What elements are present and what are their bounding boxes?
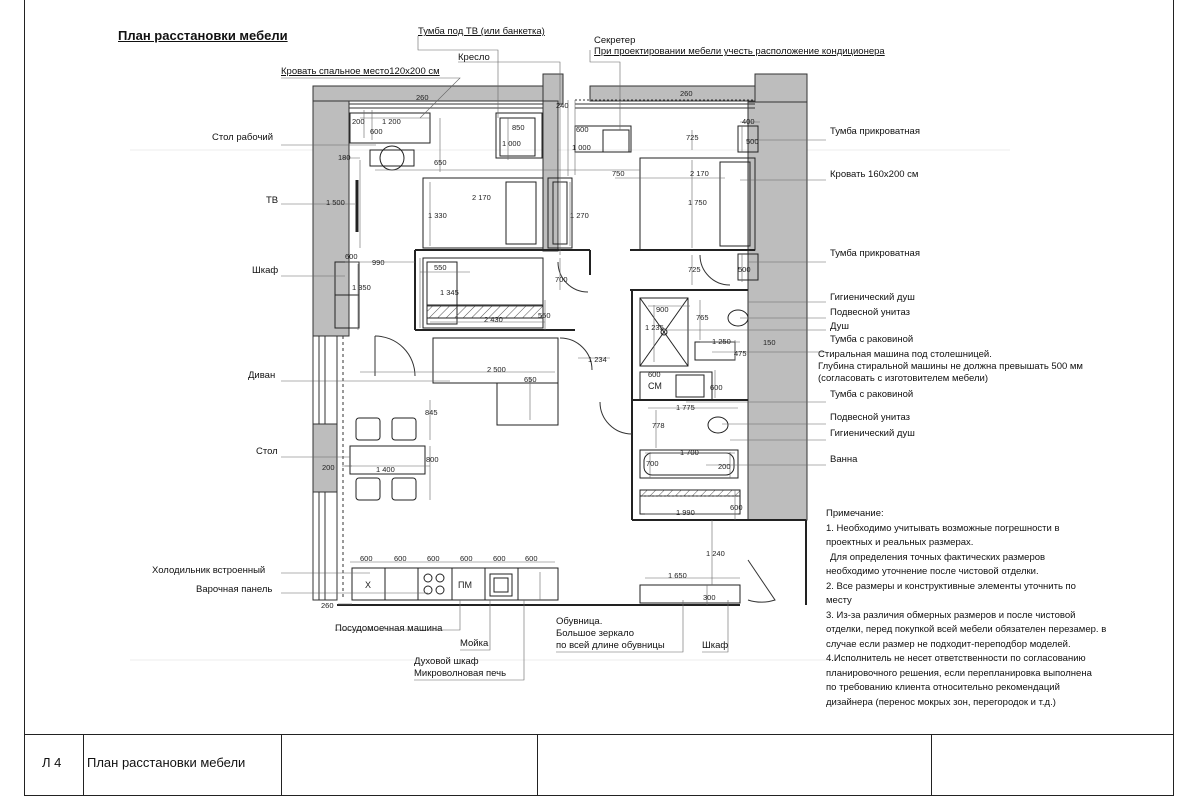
dim: 240	[556, 101, 569, 110]
dim: 600	[493, 554, 506, 563]
dim: 600	[730, 503, 743, 512]
dim: 600	[427, 554, 440, 563]
note-line: отделки, перед покупкой всей мебели обязателен перезамер. в	[826, 624, 1107, 635]
dim: 260	[416, 93, 429, 102]
dim: 200	[718, 462, 731, 471]
dim: 550	[434, 263, 447, 272]
label-tv-stand: Тумба под ТВ (или банкетка)	[418, 26, 545, 37]
label-wardrobe-hall: Шкаф	[702, 640, 729, 651]
dim: 600	[710, 383, 723, 392]
dim: 700	[555, 275, 568, 284]
dim: 1 234	[588, 355, 607, 364]
dim: 1 350	[352, 283, 371, 292]
label-sofa: Диван	[248, 370, 276, 381]
dim: 1 270	[570, 211, 589, 220]
label-nightstand-1: Тумба прикроватная	[830, 126, 920, 137]
dim: 260	[321, 601, 334, 610]
wall-right	[748, 102, 807, 520]
dim: 1 250	[712, 337, 731, 346]
dim: 1 240	[706, 549, 725, 558]
label-wall-toilet-2: Подвесной унитаз	[830, 412, 910, 423]
dim: 845	[425, 408, 438, 417]
washer-mark: СМ	[648, 381, 662, 391]
dim: 200	[322, 463, 335, 472]
dim: 1 345	[440, 288, 459, 297]
sheet-name: План расстановки мебели	[87, 755, 246, 770]
label-fridge: Холодильник встроенный	[152, 565, 266, 576]
label-armchair: Кресло	[458, 52, 490, 63]
label-wall-toilet-1: Подвесной унитаз	[830, 307, 910, 318]
note-line: необходимо уточнение после чистовой отделки.	[826, 566, 1039, 577]
dim: 600	[345, 252, 358, 261]
dim: 1 990	[676, 508, 695, 517]
note-line: дизайнера (перенос мокрых зон, перегородок и т.д.)	[826, 696, 1056, 708]
toilet-2	[708, 417, 728, 433]
stamp-cell-empty-2	[538, 735, 932, 795]
dim: 260	[680, 89, 693, 98]
dim: 1 330	[428, 211, 447, 220]
label-secretary: Секретер	[594, 35, 636, 46]
label-vanity-2: Тумба с раковиной	[830, 389, 914, 400]
dim: 1 000	[572, 143, 591, 152]
note-line: 1. Необходимо учитывать возможные погрешности в	[826, 522, 1060, 534]
label-washer-1: Стиральная машина под столешницей.	[818, 349, 992, 360]
label-nightstand-2: Тумба прикроватная	[830, 248, 920, 259]
dim: 600	[370, 127, 383, 136]
dim: 1 750	[688, 198, 707, 207]
plan-title: План расстановки мебели	[118, 28, 288, 43]
note-line: случае если размер не подходит-переподбор моделей.	[826, 638, 1071, 650]
label-sink: Мойка	[460, 638, 489, 649]
wall-left-top	[313, 86, 349, 336]
label-dishwasher: Посудомоечная машина	[335, 623, 443, 634]
label-hob: Варочная панель	[196, 584, 273, 595]
dim: 1 500	[326, 198, 345, 207]
dim: 990	[372, 258, 385, 267]
wardrobe-hall	[640, 585, 740, 603]
microwave-mark: ПМ	[458, 580, 472, 590]
dim: 600	[394, 554, 407, 563]
label-oven: Духовой шкаф	[414, 656, 479, 667]
label-washer-3: (согласовать с изготовителем мебели)	[818, 373, 988, 384]
label-bed-120: Кровать спальное место120х200 см	[281, 66, 440, 77]
dim: 550	[538, 311, 551, 320]
dim: 765	[696, 313, 709, 322]
dim: 600	[460, 554, 473, 563]
stamp-cell-empty-1	[282, 735, 538, 795]
label-vanity-1: Тумба с раковиной	[830, 334, 914, 345]
dim: 500	[746, 137, 759, 146]
dim: 700	[646, 459, 659, 468]
dim: 2 170	[690, 169, 709, 178]
dim: 1 650	[668, 571, 687, 580]
dim: 600	[648, 370, 661, 379]
note-line: месту	[826, 595, 852, 606]
dim: 300	[703, 593, 716, 602]
sheet-number: Л 4	[42, 755, 62, 770]
label-shower: Душ	[830, 321, 850, 332]
fridge-mark: Х	[365, 580, 372, 590]
label-washer-2: Глубина стиральной машины не должна превышать 500 мм	[818, 361, 1083, 372]
label-bathtub: Ванна	[830, 454, 858, 465]
notes-heading: Примечание:	[826, 508, 884, 519]
label-microwave: Микроволновая печь	[414, 668, 507, 679]
label-hygienic-shower-2: Гигиенический душ	[830, 428, 915, 439]
dim: 2 170	[472, 193, 491, 202]
label-shoe-rack: Обувница.	[556, 616, 603, 627]
title-block	[24, 734, 1174, 796]
dim: 2 500	[487, 365, 506, 374]
note-line: Для определения точных фактических размеров	[830, 551, 1046, 563]
dim: 1 400	[376, 465, 395, 474]
dim: 800	[426, 455, 439, 464]
kitchen-counter	[352, 568, 558, 600]
note-line: 2. Все размеры и конструктивные элементы уточнить по	[826, 580, 1076, 592]
sofa	[433, 338, 558, 383]
label-hygienic-shower-1: Гигиенический душ	[830, 292, 915, 303]
dim: 150	[763, 338, 776, 347]
dim: 1 000	[502, 139, 521, 148]
note-line: по требованию клиента относительно рекомендаций	[826, 682, 1060, 693]
note-line: 3. Из-за различия обмерных размеров и после чистовой	[826, 609, 1076, 621]
label-work-desk: Стол рабочий	[212, 132, 274, 143]
dim: 200	[352, 117, 365, 126]
label-mirror-2: по всей длине обувницы	[556, 640, 665, 651]
wall-right-pillar	[755, 74, 807, 102]
dim: 180	[338, 153, 351, 162]
label-mirror-1: Большое зеркало	[556, 628, 635, 639]
dim: 650	[524, 375, 537, 384]
dim: 778	[652, 421, 665, 430]
dim: 1 700	[680, 448, 699, 457]
note-line: проектных и реальных размерах.	[826, 537, 974, 548]
note-line: планировочного решения, если перепланировка выполнена	[826, 667, 1092, 679]
dim: 600	[576, 125, 589, 134]
label-table: Стол	[256, 446, 278, 457]
label-tv: ТВ	[266, 195, 279, 206]
stamp-cell-sheet	[24, 735, 84, 795]
dim: 900	[656, 305, 669, 314]
dim: 500	[738, 265, 751, 274]
label-wardrobe: Шкаф	[252, 265, 279, 276]
dim: 750	[612, 169, 625, 178]
dim: 1 200	[382, 117, 401, 126]
dim: 2 430	[484, 315, 503, 324]
wall-partition-top	[543, 101, 558, 251]
label-secretary-note: При проектировании мебели учесть расположение кондиционера	[594, 46, 885, 57]
note-line: 4.Исполнитель не несет ответственности по согласованию	[826, 653, 1086, 664]
wall-left-mid	[313, 424, 337, 492]
dim: 725	[688, 265, 701, 274]
dim: 600	[360, 554, 373, 563]
dim: 600	[525, 554, 538, 563]
dim: 1 235	[645, 323, 664, 332]
notes	[826, 507, 1156, 710]
dim: 400	[742, 117, 755, 126]
dim: 1 775	[676, 403, 695, 412]
dim: 850	[512, 123, 525, 132]
label-bed-160: Кровать 160х200 см	[830, 169, 919, 180]
dim: 725	[686, 133, 699, 142]
wall-top-right	[590, 86, 760, 101]
dim: 475	[734, 349, 747, 358]
dim: 650	[434, 158, 447, 167]
